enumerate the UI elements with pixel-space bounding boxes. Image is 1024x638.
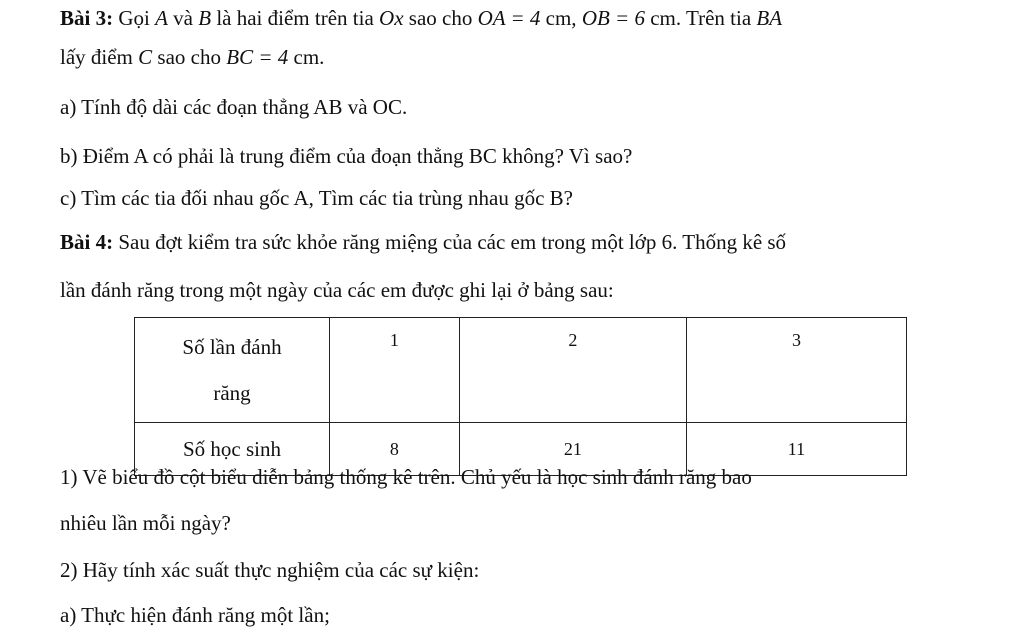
brushing-stats-table xyxy=(134,317,907,476)
table-row-header xyxy=(135,318,330,423)
text: là hai điểm trên tia xyxy=(211,6,380,30)
table-row xyxy=(135,318,907,423)
bai3-question-c: c) Tìm các tia đối nhau gốc A, Tìm các tia trùng nhau gốc B? xyxy=(60,186,573,210)
header-line: Số lần đánh xyxy=(182,335,282,359)
text: lấy điểm xyxy=(60,45,139,69)
bai3-label: Bài 3: xyxy=(60,6,114,30)
text: Gọi xyxy=(113,6,156,30)
ob-expression: OB = 6 xyxy=(581,6,645,30)
point-b: B xyxy=(198,6,212,30)
bai4-question-1-line-1: 1) Vẽ biểu đồ cột biểu diễn bảng thống kê trên. Chủ yếu là học sinh đánh răng bao xyxy=(60,465,752,489)
bai4-line-2: lần đánh răng trong một ngày của các em được ghi lại ở bảng sau: xyxy=(60,278,614,302)
table-cell: 21 xyxy=(459,423,686,476)
text: cm. xyxy=(288,45,325,69)
point-c: C xyxy=(138,45,153,69)
bai3-question-a: a) Tính độ dài các đoạn thẳng AB và OC. xyxy=(60,95,408,119)
oa-expression: OA = 4 xyxy=(477,6,541,30)
bai4-question-1-line-2: nhiêu lần mỗi ngày? xyxy=(60,511,231,535)
bai4-question-2a: a) Thực hiện đánh răng một lần; xyxy=(60,603,330,627)
bc-expression: BC = 4 xyxy=(226,45,289,69)
table-cell: 8 xyxy=(330,423,460,476)
bai3-line-2 xyxy=(60,47,324,68)
text: và xyxy=(167,6,199,30)
bai4-question-2: 2) Hãy tính xác suất thực nghiệm của các sự kiện: xyxy=(60,558,480,582)
table-cell: 3 xyxy=(686,318,906,423)
point-a: A xyxy=(155,6,168,30)
bai3-line-1 xyxy=(60,8,782,29)
text: sao cho xyxy=(152,45,227,69)
table-cell: 1 xyxy=(330,318,460,423)
bai4-label: Bài 4: xyxy=(60,230,114,254)
text: Sau đợt kiểm tra sức khỏe răng miệng của các em trong một lớp 6. Thống kê số xyxy=(113,230,787,254)
header-line: răng xyxy=(213,381,251,405)
text: cm, xyxy=(540,6,582,30)
ray-ox: Ox xyxy=(379,6,404,30)
table-cell: 2 xyxy=(459,318,686,423)
ray-ba: BA xyxy=(756,6,783,30)
text: sao cho xyxy=(403,6,478,30)
bai3-question-b: b) Điểm A có phải là trung điểm của đoạn thẳng BC không? Vì sao? xyxy=(60,144,633,168)
table-cell: 11 xyxy=(686,423,906,476)
bai4-line-1 xyxy=(60,232,786,253)
table-row-header: Số học sinh xyxy=(135,423,330,476)
text: cm. Trên tia xyxy=(644,6,757,30)
